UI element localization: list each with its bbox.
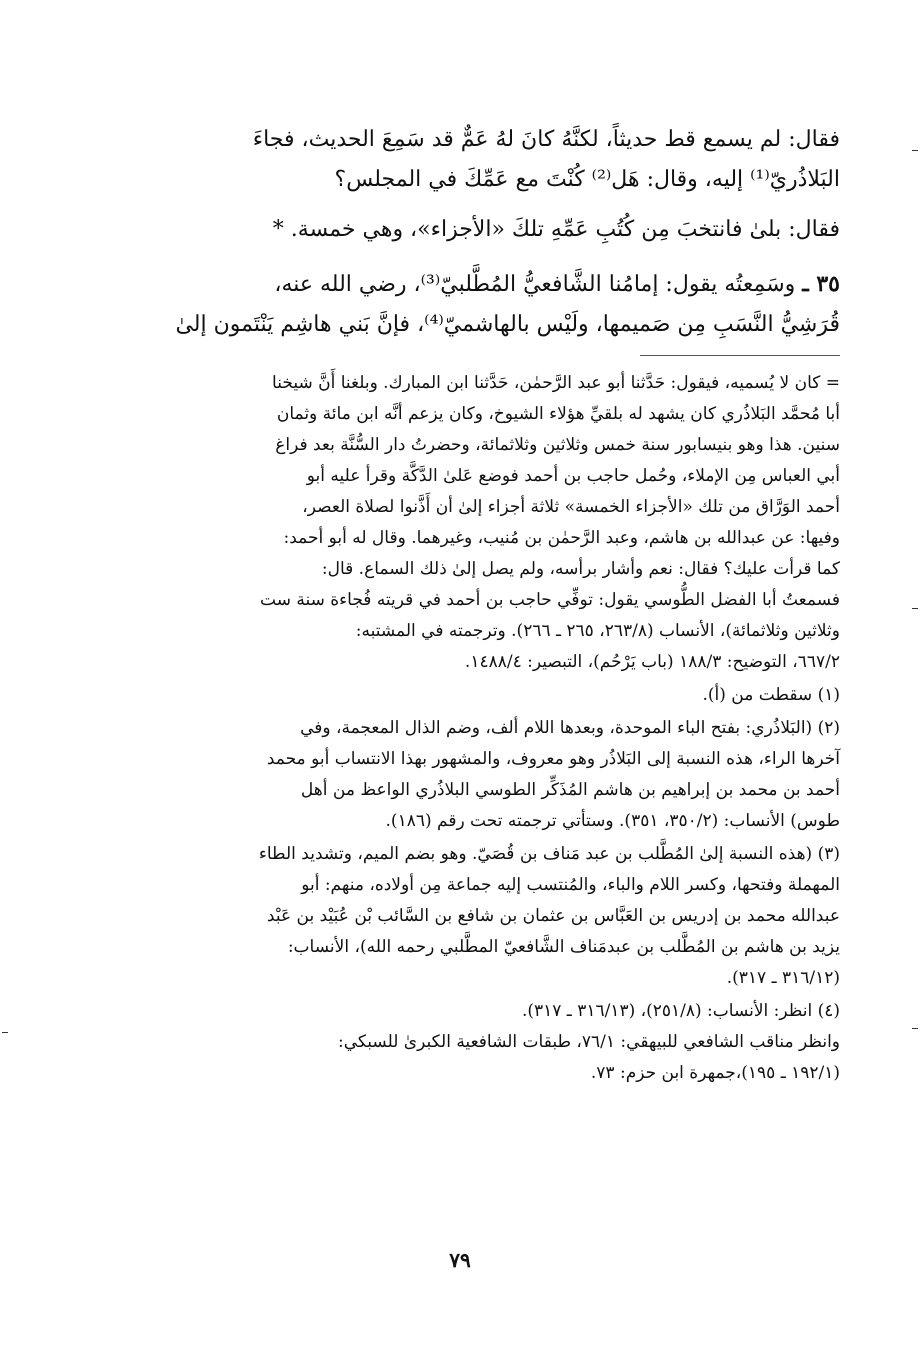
main-text (150, 120, 840, 345)
footnote-line: وفيها: عن عبدالله بن هاشم، وعبد الرَّحمٰن بن مُنيب، وغيرهما. وقال له أبو أحمد: (283, 528, 840, 548)
footnote-line: وثلاثين وثلاثمائة)، الأنساب (٢٦٣/٨، ٢٦٥ ـ ٢٦٦). وترجمته في المشتبه: (355, 621, 840, 641)
footnote-line: أحمد بن محمد بن إبراهيم بن هاشم المُذَكِّر الطوسي البلاذُري الواعظ من أهل (300, 780, 840, 800)
paragraph-line (150, 264, 840, 305)
paragraph-line: البَلاذُريّ⁽¹⁾ إليه، وقال: هَل⁽²⁾ كُنْتَ مع عَمِّكَ في المجلس؟ (334, 167, 840, 192)
footnote-continuation (150, 368, 840, 678)
footnote-line: عبدالله محمد بن إدريس بن العَبَّاس بن عثمان بن شافع بن السَّائب بْن عُبَيْد بن عَبْد (266, 906, 840, 926)
footnote-line: = كان لا يُسميه، فيقول: حَدَّثنا أبو عبد الرَّحمٰن، حَدَّثنا ابن المبارك. وبلغنا أَنَّ شيخنا (272, 373, 840, 393)
footnote-line: (٣١٦/١٢ ـ ٣١٧). (726, 968, 840, 988)
footnote-line: أبا مُحمَّد البَلاذُري كان يشهد له بلقيِّ هؤلاء الشيوخ، وكان يزعم أنَّه ابن مائة وثمان (276, 404, 840, 424)
footnote-line: فسمعتُ أبا الفضل الطُّوسي يقول: توفِّي حاجب بن أحمد في قريته فُجاءة سنة ست (260, 590, 840, 610)
footnote-3 (150, 839, 840, 994)
entry-number: ٣٥ ـ (802, 271, 840, 297)
paragraph-line: قُرَشِيُّ النَّسَبِ مِن صَميمها، ولَيْس بالهاشميّ⁽⁴⁾، فإنَّ بَني هاشِم يَنْتَمون إلىٰ (175, 312, 840, 337)
footnote-line: (٣) (هذه النسبة إلىٰ المُطَّلب بن عبد مَناف بن قُصَيّ. وهو بضم الميم، وتشديد الطاء (258, 844, 840, 864)
footnote-line: (١٩٢/١ ـ ١٩٥)،جمهرة ابن حزم: ٧٣. (590, 1063, 840, 1083)
scan-edge-mark (912, 1028, 918, 1029)
page-body (150, 120, 840, 1089)
footnotes (150, 368, 840, 1089)
footnote-line: (٤) انظر: الأنساب: (٢٥١/٨)، (٣١٦/١٣ ـ ٣١٧). (521, 1001, 840, 1021)
footnote-line: أحمد الوَرَّاق من تلك «الأجزاء الخمسة» ثلاثة أجزاء إلىٰ أن أَذَّنوا لصلاة العصر، (302, 497, 840, 517)
footnote-line: يزيد بن هاشم بن المُطَّلب بن عبدمَناف الشَّافعيّ المطَّلبي رحمه الله)، الأنساب: (287, 937, 840, 957)
paragraph-line: فقال: لم يسمع قط حديثاً، لكنَّهُ كانَ لهُ عَمٌّ قد سَمِعَ الحديث، فجاءَ (252, 127, 840, 152)
footnote-line: (٢) (البَلاذُري: بفتح الباء الموحدة، وبعدها اللام ألف، وضم الذال المعجمة، وفي (300, 718, 840, 738)
footnote-line: آخرها الراء، هذه النسبة إلى البَلاذُر وهو معروف، والمشهور بهذا الانتساب أبو محمد (266, 749, 840, 769)
paragraph: فقال: بلىٰ فانتخبَ مِن كُتُبِ عَمِّهِ تلكَ «الأجزاء»، وهي خمسة. * (272, 217, 840, 242)
footnote-line: أبي العباس مِن الإملاء، وحُمل حاجب بن أحمد فوضع عَلىٰ الدَّكَّة وقرأ عليه أبو (306, 466, 840, 486)
footnote-line: سنين. هذا وهو بنيسابور سنة خمس وثلاثين وثلاثمائة، وحضرتُ دار السُّنَّة بعد فراغ (275, 435, 840, 455)
footnote-line: وانظر مناقب الشافعي للبيهقي: ٧٦/١، طبقات الشافعية الكبرىٰ للسبكي: (338, 1032, 840, 1052)
scan-edge-mark (912, 608, 918, 609)
page-number: ٧٩ (449, 1248, 471, 1272)
footnote-2 (150, 713, 840, 837)
footnote-line: كما قرأت عليك؟ فقال: نعم وأشار برأسه، ولم يصل إلىٰ ذلك السماع. قال: (321, 559, 840, 579)
scan-edge-mark (2, 1032, 8, 1033)
footnote-line: ٦٦٧/٢، التوضيح: ١٨٨/٣ (باب يَرْحُم)، التبصير: ١٤٨٨/٤. (464, 652, 840, 672)
footnote-line: المهملة وفتحها، وكسر اللام والباء، والمُنتسب إليه جماعة مِن أولاده، منهم: أبو (301, 875, 840, 895)
footnote-1: (١) سقطت من (أ). (702, 685, 840, 705)
footnote-4 (150, 996, 840, 1089)
paragraph-text: وسَمِعتُه يقول: إمامُنا الشَّافعيُّ المُطَّلبيّ⁽³⁾، رضي الله عنه، (274, 272, 796, 297)
scan-edge-mark (912, 150, 918, 151)
footnote-line: طوس) الأنساب: (٣٥٠/٢، ٣٥١). وستأتي ترجمته تحت رقم (١٨٦). (385, 811, 840, 831)
footnote-divider (640, 355, 840, 356)
